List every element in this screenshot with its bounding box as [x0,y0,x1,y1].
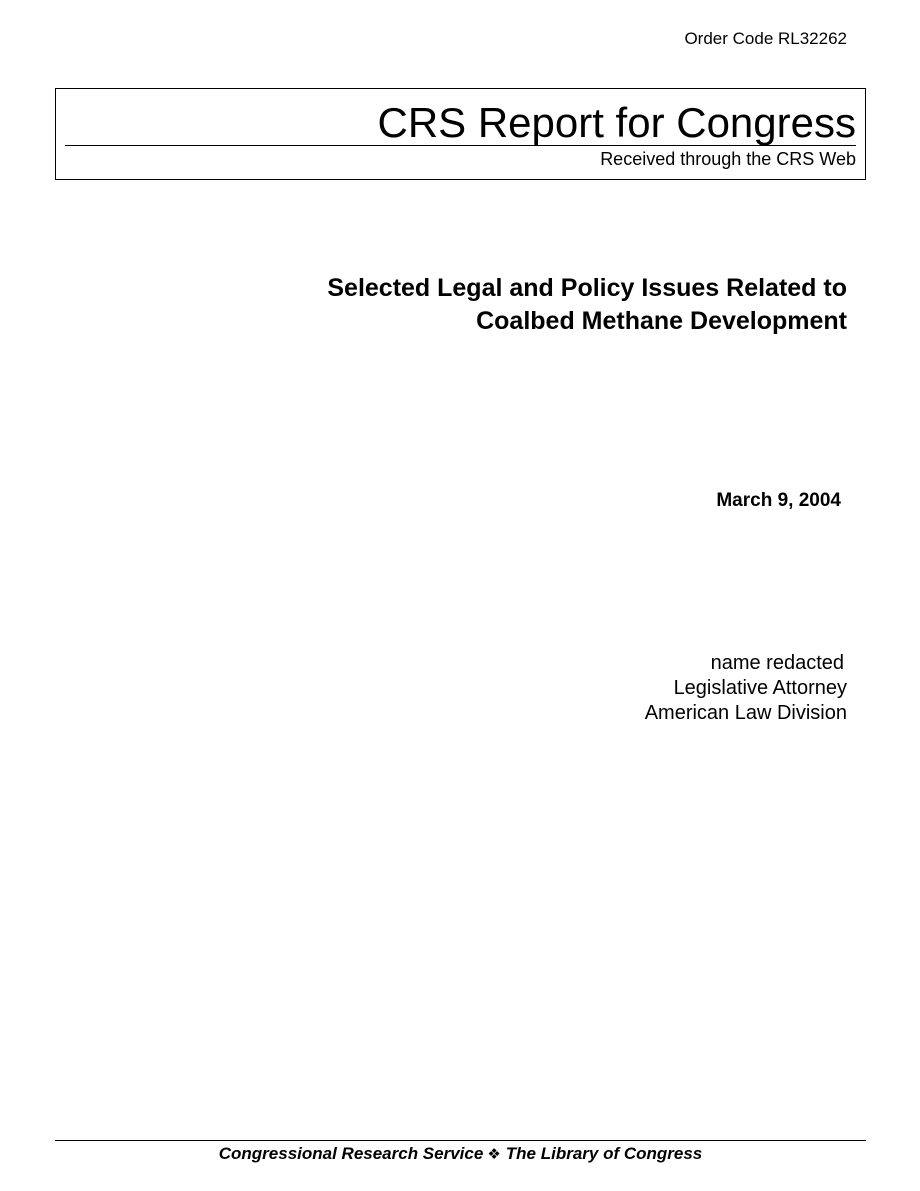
footer [55,1143,866,1166]
crs-banner-title: CRS Report for Congress [377,99,856,146]
footer-library: The Library of Congress [505,1144,703,1163]
author-division: American Law Division [644,702,847,724]
author-name: name redacted [710,652,844,674]
report-title [207,272,847,338]
author-title: Legislative Attorney [673,677,847,699]
diamond-separator-icon: ❖ [487,1146,501,1163]
crs-banner [55,88,866,180]
author-block [645,651,847,726]
crs-banner-subtitle: Received through the CRS Web [600,149,856,169]
order-code: Order Code RL32262 [684,29,847,48]
report-title-line-2: Coalbed Methane Development [476,307,847,335]
crs-banner-rule [65,145,856,146]
footer-rule [55,1140,866,1141]
footer-crs: Congressional Research Service [218,1144,484,1163]
report-date: March 9, 2004 [716,490,841,511]
report-title-line-1: Selected Legal and Policy Issues Related to [327,274,847,302]
